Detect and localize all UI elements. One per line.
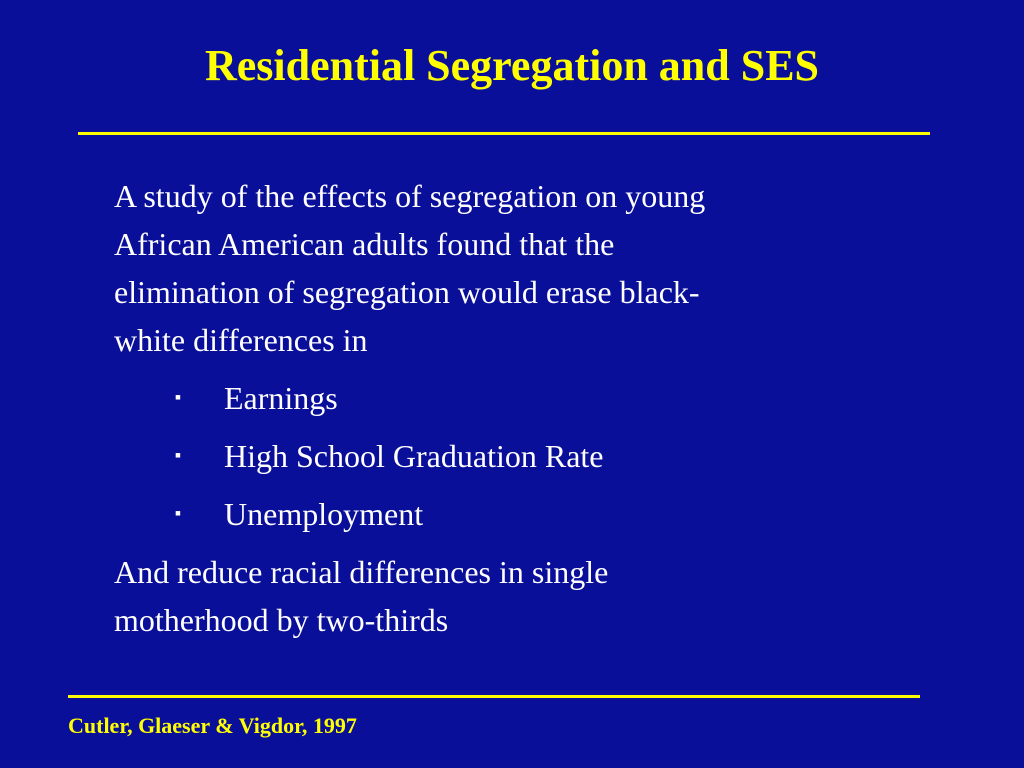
bullet-text: Earnings (224, 380, 338, 416)
closing-paragraph (114, 548, 874, 644)
citation: Cutler, Glaeser & Vigdor, 1997 (68, 713, 357, 738)
bullet-text: High School Graduation Rate (224, 438, 604, 474)
intro-paragraph (114, 172, 874, 364)
intro-line: A study of the effects of segregation on young (114, 178, 706, 214)
intro-line: white differences in (114, 322, 368, 358)
intro-line: elimination of segregation would erase black- (114, 274, 700, 310)
slide-body (114, 172, 874, 644)
slide-title: Residential Segregation and SES (204, 41, 820, 90)
list-item (114, 490, 874, 538)
list-item (114, 374, 874, 422)
square-bullet-icon: ▪ (174, 445, 182, 465)
footer-divider (68, 695, 920, 698)
closing-line: And reduce racial differences in single (114, 554, 609, 590)
bullet-text: Unemployment (224, 496, 424, 532)
closing-line: motherhood by two-thirds (114, 602, 449, 638)
square-bullet-icon: ▪ (174, 503, 182, 523)
intro-line: African American adults found that the (114, 226, 615, 262)
square-bullet-icon: ▪ (174, 387, 182, 407)
bullet-list (114, 374, 874, 538)
title-divider (78, 132, 930, 135)
list-item (114, 432, 874, 480)
